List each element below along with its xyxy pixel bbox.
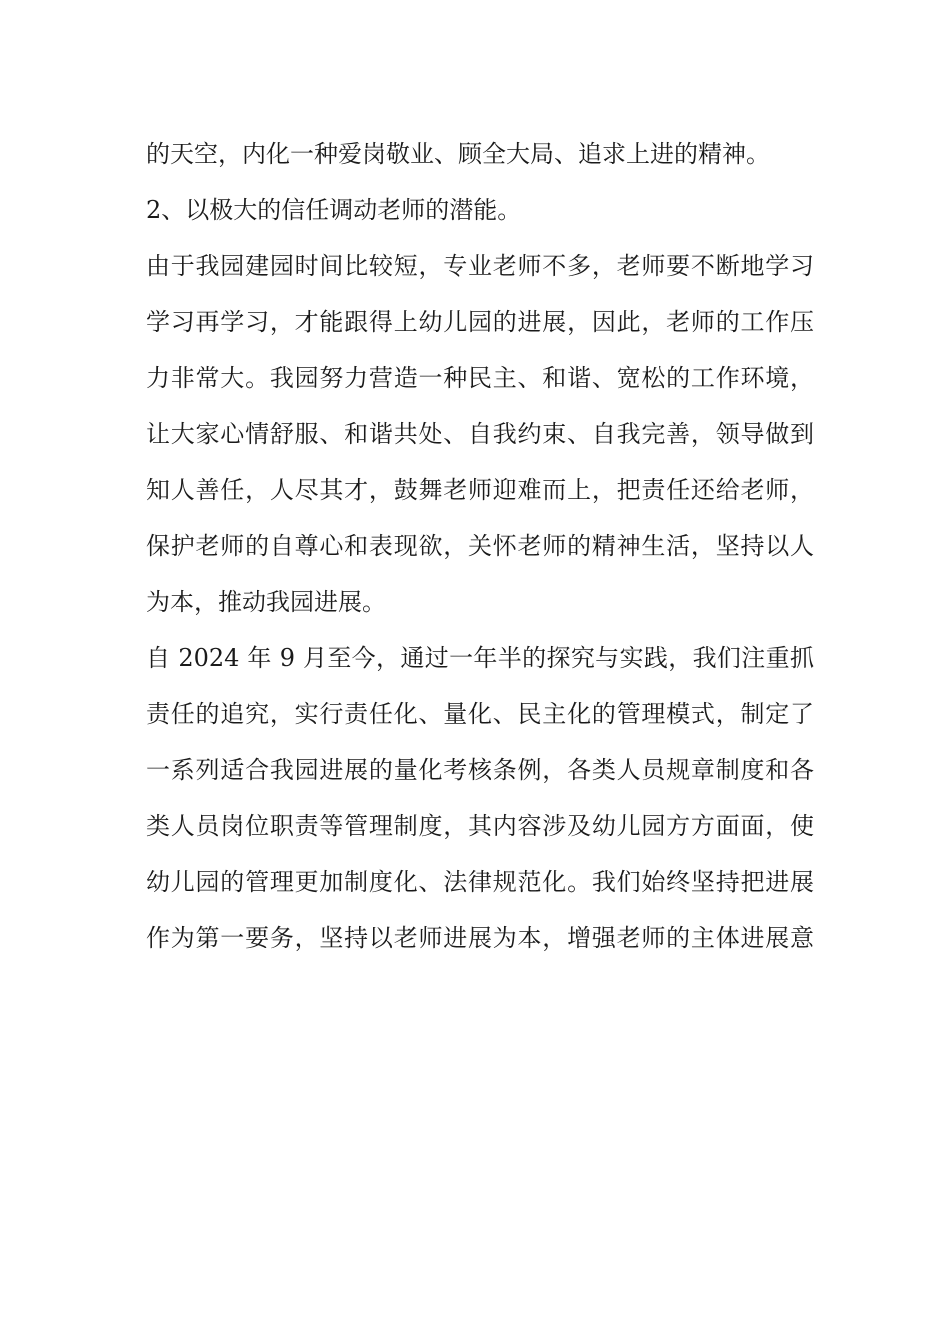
text-line: 力非常大。我园努力营造一种民主、和谐、宽松的工作环境， — [146, 364, 814, 392]
text-line: 由于我园建园时间比较短，专业老师不多，老师要不断地学习 — [146, 252, 814, 280]
text-line: 一系列适合我园进展的量化考核条例，各类人员规章制度和各 — [146, 756, 814, 784]
text-line: 保护老师的自尊心和表现欲，关怀老师的精神生活，坚持以人 — [146, 532, 814, 560]
document-body — [146, 126, 814, 966]
text-line: 类人员岗位职责等管理制度，其内容涉及幼儿园方方面面，使 — [146, 812, 814, 840]
text-line: 责任的追究，实行责任化、量化、民主化的管理模式，制定了 — [146, 700, 814, 728]
text-line: 作为第一要务，坚持以老师进展为本，增强老师的主体进展意 — [146, 924, 814, 952]
text-line: 让大家心情舒服、和谐共处、自我约束、自我完善，领导做到 — [146, 420, 814, 448]
text-line: 的天空，内化一种爱岗敬业、顾全大局、追求上进的精神。 — [146, 140, 770, 168]
text-line: 2、以极大的信任调动老师的潜能。 — [146, 196, 522, 224]
text-line: 自 2024 年 9 月至今，通过一年半的探究与实践，我们注重抓 — [146, 644, 814, 672]
text-line: 知人善任，人尽其才，鼓舞老师迎难而上，把责任还给老师， — [146, 476, 814, 504]
text-line: 为本，推动我园进展。 — [146, 588, 386, 616]
text-line: 幼儿园的管理更加制度化、法律规范化。我们始终坚持把进展 — [146, 868, 814, 896]
text-line: 学习再学习，才能跟得上幼儿园的进展，因此，老师的工作压 — [146, 308, 814, 336]
